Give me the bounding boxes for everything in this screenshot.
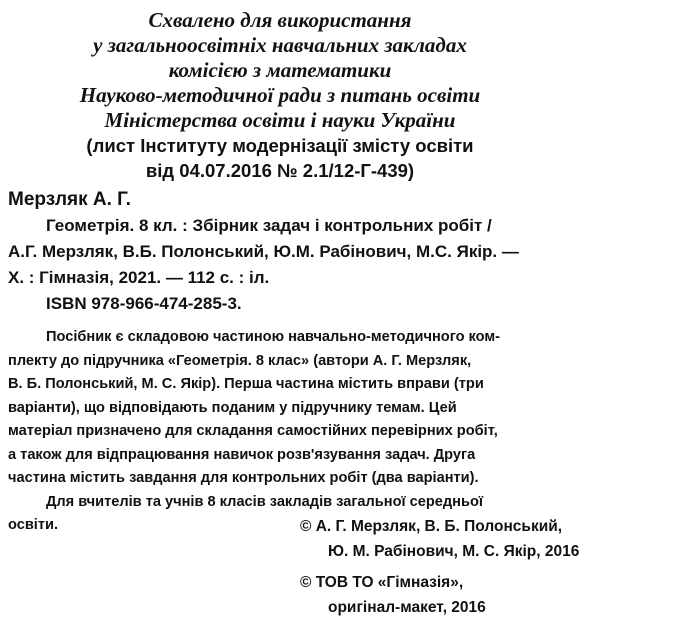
approval-letter-ref: (лист Інституту модернізації змісту освіти bbox=[86, 135, 474, 156]
approval-line: Науково-методичної ради з питань освіти bbox=[79, 83, 481, 107]
abstract bbox=[8, 326, 694, 538]
abstract-line: частина містить завдання для контрольних робіт (два варіанти). bbox=[8, 470, 479, 486]
copyright-authors-cont: Ю. М. Рабінович, М. С. Якір, 2016 bbox=[328, 543, 580, 560]
copyright-block bbox=[300, 514, 700, 620]
approval-line: комісією з математики bbox=[168, 58, 392, 82]
abstract-line: В. Б. Полонський, М. С. Якір). Перша частина містить вправи (три bbox=[8, 376, 484, 392]
approval-line: Схвалено для використання bbox=[148, 8, 412, 32]
approval-stamp bbox=[0, 8, 560, 183]
abstract-line: Посібник є складовою частиною навчально-методичного ком- bbox=[46, 329, 501, 345]
biblio-title-line: Геометрія. 8 кл. : Збірник задач і контрольних робіт / bbox=[46, 216, 492, 235]
isbn: ISBN 978-966-474-285-3. bbox=[46, 294, 242, 313]
audience-line: освіти. bbox=[8, 517, 59, 533]
copyright-publisher: © ТОВ ТО «Гімназія», bbox=[300, 574, 464, 591]
abstract-line: плекту до підручника «Геометрія. 8 клас» (автори А. Г. Мерзляк, bbox=[8, 352, 472, 369]
biblio-authors-line: А.Г. Мерзляк, В.Б. Полонський, Ю.М. Рабінович, М.С. Якір. — bbox=[8, 242, 519, 261]
copyright-publisher-cont: оригінал-макет, 2016 bbox=[328, 599, 486, 616]
abstract-line: варіанти), що відповідають поданим у підручнику темам. Цей bbox=[8, 399, 457, 416]
abstract-line: а також для відпрацювання навичок розв'язування задач. Друга bbox=[8, 446, 476, 463]
abstract-line: матеріал призначено для складання самостійних перевірних робіт, bbox=[8, 423, 498, 439]
approval-letter-date: від 04.07.2016 № 2.1/12-Г-439) bbox=[145, 160, 415, 181]
bibliographic-record bbox=[8, 213, 686, 317]
author-heading: Мерзляк А. Г. bbox=[8, 189, 131, 210]
approval-line: Міністерства освіти і науки України bbox=[104, 108, 456, 132]
biblio-publisher-line: Х. : Гімназія, 2021. — 112 с. : іл. bbox=[8, 268, 270, 287]
copyright-authors: © А. Г. Мерзляк, В. Б. Полонський, bbox=[300, 518, 563, 535]
approval-line: у загальноосвітніх навчальних закладах bbox=[93, 33, 467, 57]
audience-line: Для вчителів та учнів 8 класів закладів загальної середньої bbox=[46, 493, 483, 510]
